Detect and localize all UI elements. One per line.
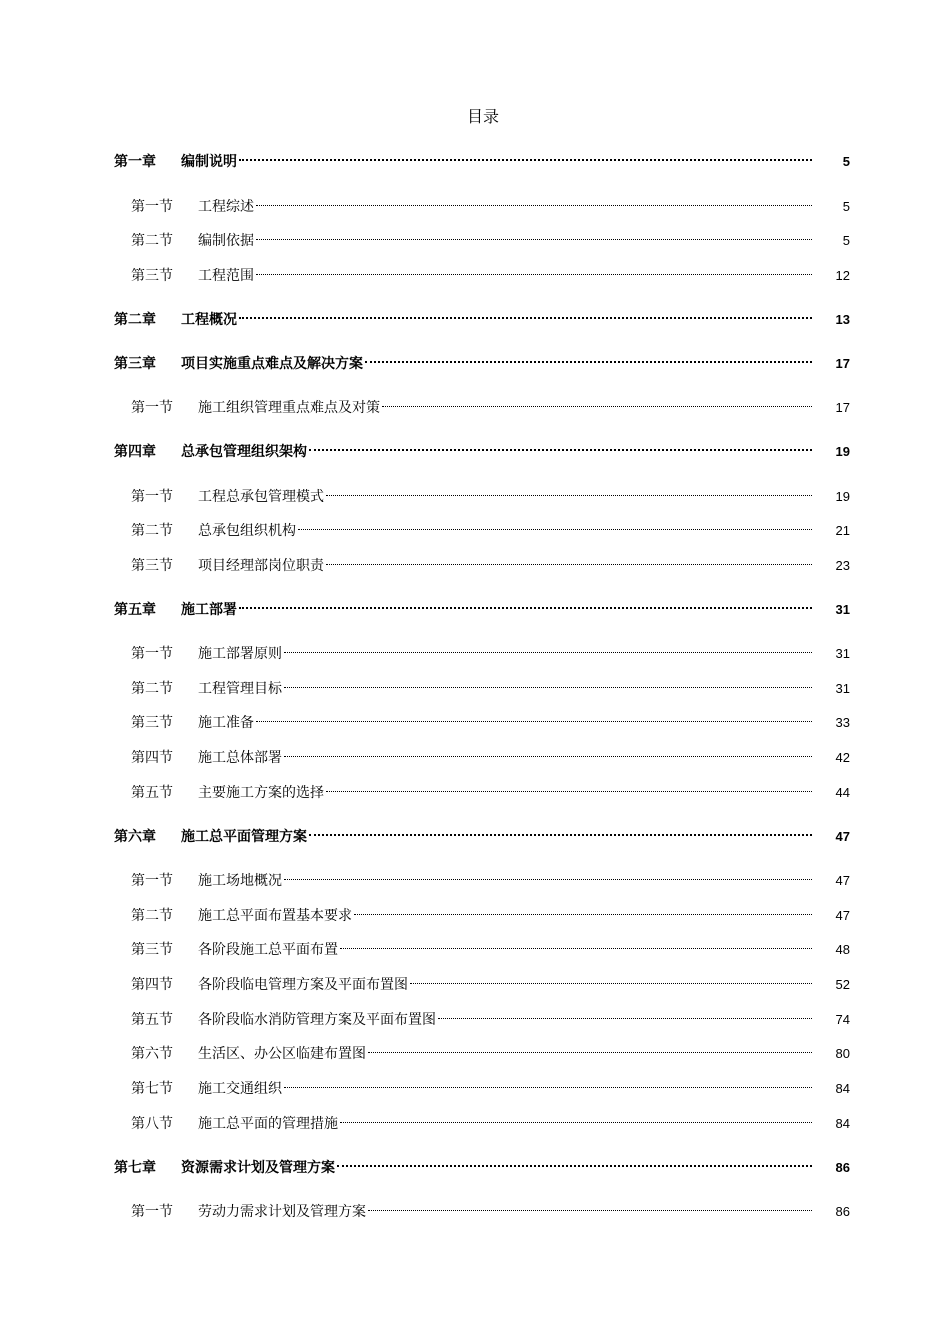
toc-chapter-entry[interactable] [114, 354, 850, 374]
toc-page-number: 21 [835, 523, 850, 538]
toc-entry-title: 编制说明 [181, 154, 237, 170]
toc-entry-number: 第一节 [131, 489, 173, 505]
toc-entry-number: 第六节 [131, 1046, 173, 1062]
toc-entry-number: 第三节 [131, 558, 173, 574]
toc-section-entry[interactable] [131, 1044, 850, 1064]
toc-entry-number: 第四章 [114, 444, 156, 460]
toc-entry-title: 施工组织管理重点难点及对策 [198, 400, 380, 416]
toc-section-entry[interactable] [131, 940, 850, 960]
toc-page-number: 74 [835, 1012, 850, 1027]
toc-entry-number: 第六章 [114, 829, 156, 845]
toc-dot-leader [340, 948, 812, 949]
toc-page-number: 84 [835, 1116, 850, 1131]
toc-section-entry[interactable] [131, 487, 850, 507]
toc-entry-number: 第一节 [131, 1204, 173, 1220]
toc-entry-title: 各阶段临水消防管理方案及平面布置图 [198, 1012, 436, 1028]
toc-section-entry[interactable] [131, 679, 850, 699]
toc-entry-title: 资源需求计划及管理方案 [181, 1160, 335, 1176]
toc-entry-number: 第四节 [131, 750, 173, 766]
toc-entry-number: 第一章 [114, 154, 156, 170]
toc-dot-leader [326, 564, 812, 565]
toc-dot-leader [256, 721, 812, 722]
toc-entry-number: 第二节 [131, 681, 173, 697]
toc-page-number: 12 [835, 268, 850, 283]
toc-section-entry[interactable] [131, 521, 850, 541]
toc-entry-number: 第七节 [131, 1081, 173, 1097]
toc-dot-leader [326, 495, 812, 496]
toc-dot-leader [239, 317, 812, 319]
toc-dot-leader [365, 361, 812, 363]
toc-entry-title: 各阶段施工总平面布置 [198, 942, 338, 958]
toc-chapter-entry[interactable] [114, 600, 850, 620]
toc-entry-number: 第五节 [131, 785, 173, 801]
toc-entry-number: 第二节 [131, 523, 173, 539]
toc-dot-leader [298, 529, 812, 530]
toc-dot-leader [340, 1122, 812, 1123]
toc-page-number: 17 [835, 400, 850, 415]
toc-entry-title: 工程概况 [181, 312, 237, 328]
toc-page-number: 80 [835, 1046, 850, 1061]
toc-entry-number: 第二节 [131, 233, 173, 249]
toc-chapter-entry[interactable] [114, 442, 850, 462]
toc-dot-leader [256, 274, 812, 275]
toc-dot-leader [239, 159, 812, 161]
toc-entry-title: 施工场地概况 [198, 873, 282, 889]
toc-section-entry[interactable] [131, 748, 850, 768]
toc-page-number: 84 [835, 1081, 850, 1096]
toc-dot-leader [239, 607, 812, 609]
toc-page-number: 47 [835, 908, 850, 923]
toc-section-entry[interactable] [131, 398, 850, 418]
toc-entry-number: 第三章 [114, 356, 156, 372]
toc-dot-leader [256, 239, 812, 240]
toc-page-number: 33 [835, 715, 850, 730]
toc-section-entry[interactable] [131, 1114, 850, 1134]
toc-dot-leader [410, 983, 812, 984]
toc-section-entry[interactable] [131, 713, 850, 733]
toc-title: 目录 [466, 107, 499, 126]
toc-entry-title: 工程综述 [198, 199, 254, 215]
toc-chapter-entry[interactable] [114, 1158, 850, 1178]
toc-chapter-entry[interactable] [114, 152, 850, 172]
toc-dot-leader [284, 652, 812, 653]
toc-entry-number: 第一节 [131, 400, 173, 416]
toc-entry-title: 施工总平面的管理措施 [198, 1116, 338, 1132]
toc-dot-leader [354, 914, 812, 915]
toc-page-number: 19 [835, 444, 850, 459]
toc-dot-leader [284, 1087, 812, 1088]
toc-dot-leader [368, 1210, 812, 1211]
toc-page-number: 86 [835, 1160, 850, 1175]
toc-entry-title: 工程总承包管理模式 [198, 489, 324, 505]
toc-section-entry[interactable] [131, 1079, 850, 1099]
toc-page-number: 13 [835, 312, 850, 327]
toc-page-number: 19 [835, 489, 850, 504]
toc-entry-title: 工程管理目标 [198, 681, 282, 697]
toc-entry-title: 施工部署原则 [198, 646, 282, 662]
toc-dot-leader [337, 1165, 812, 1167]
toc-page-number: 5 [842, 199, 850, 214]
toc-entry-title: 主要施工方案的选择 [198, 785, 324, 801]
toc-entry-title: 施工总体部署 [198, 750, 282, 766]
toc-dot-leader [284, 879, 812, 880]
toc-entry-number: 第三节 [131, 942, 173, 958]
toc-dot-leader [309, 449, 812, 451]
toc-chapter-entry[interactable] [114, 310, 850, 330]
toc-page-number: 52 [835, 977, 850, 992]
toc-dot-leader [438, 1018, 812, 1019]
toc-section-entry[interactable] [131, 1202, 850, 1222]
toc-entry-title: 总承包管理组织架构 [181, 444, 307, 460]
toc-entry-title: 生活区、办公区临建布置图 [198, 1046, 366, 1062]
toc-page-number: 5 [842, 233, 850, 248]
toc-section-entry[interactable] [131, 266, 850, 286]
toc-page-number: 44 [835, 785, 850, 800]
toc-entry-number: 第三节 [131, 715, 173, 731]
toc-entry-number: 第三节 [131, 268, 173, 284]
toc-section-entry[interactable] [131, 644, 850, 664]
toc-entry-number: 第一节 [131, 873, 173, 889]
toc-entry-number: 第七章 [114, 1160, 156, 1176]
toc-entry-title: 项目经理部岗位职责 [198, 558, 324, 574]
toc-entry-number: 第五节 [131, 1012, 173, 1028]
toc-entry-title: 各阶段临电管理方案及平面布置图 [198, 977, 408, 993]
toc-page-number: 47 [835, 873, 850, 888]
toc-section-entry[interactable] [131, 906, 850, 926]
toc-page-number: 5 [842, 154, 850, 169]
toc-dot-leader [368, 1052, 812, 1053]
toc-page-number: 23 [835, 558, 850, 573]
toc-section-entry[interactable] [131, 231, 850, 251]
toc-entry-number: 第五章 [114, 602, 156, 618]
toc-entry-title: 劳动力需求计划及管理方案 [198, 1204, 366, 1220]
toc-page-number: 86 [835, 1204, 850, 1219]
toc-page-number: 47 [835, 829, 850, 844]
toc-entry-number: 第八节 [131, 1116, 173, 1132]
toc-dot-leader [382, 406, 812, 407]
toc-section-entry[interactable] [131, 975, 850, 995]
toc-entry-number: 第一节 [131, 646, 173, 662]
toc-entry-title: 施工总平面管理方案 [181, 829, 307, 845]
toc-page-number: 48 [835, 942, 850, 957]
toc-dot-leader [284, 756, 812, 757]
toc-entry-number: 第一节 [131, 199, 173, 215]
toc-entry-number: 第二节 [131, 908, 173, 924]
toc-section-entry[interactable] [131, 1010, 850, 1030]
toc-entry-title: 工程范围 [198, 268, 254, 284]
toc-dot-leader [284, 687, 812, 688]
toc-entry-title: 施工部署 [181, 602, 237, 618]
toc-entry-title: 施工总平面布置基本要求 [198, 908, 352, 924]
toc-entry-title: 编制依据 [198, 233, 254, 249]
toc-entry-title: 施工交通组织 [198, 1081, 282, 1097]
toc-section-entry[interactable] [131, 197, 850, 217]
toc-entry-title: 施工准备 [198, 715, 254, 731]
toc-page-number: 17 [835, 356, 850, 371]
toc-section-entry[interactable] [131, 783, 850, 803]
toc-entry-number: 第四节 [131, 977, 173, 993]
toc-dot-leader [256, 205, 812, 206]
toc-page-number: 31 [835, 646, 850, 661]
toc-page-number: 42 [835, 750, 850, 765]
toc-chapter-entry[interactable] [114, 827, 850, 847]
toc-page-number: 31 [835, 681, 850, 696]
toc-section-entry[interactable] [131, 871, 850, 891]
toc-section-entry[interactable] [131, 556, 850, 576]
toc-dot-leader [309, 834, 812, 836]
toc-entry-number: 第二章 [114, 312, 156, 328]
toc-page-number: 31 [835, 602, 850, 617]
toc-dot-leader [326, 791, 812, 792]
toc-entry-title: 总承包组织机构 [198, 523, 296, 539]
toc-entry-title: 项目实施重点难点及解决方案 [181, 356, 363, 372]
